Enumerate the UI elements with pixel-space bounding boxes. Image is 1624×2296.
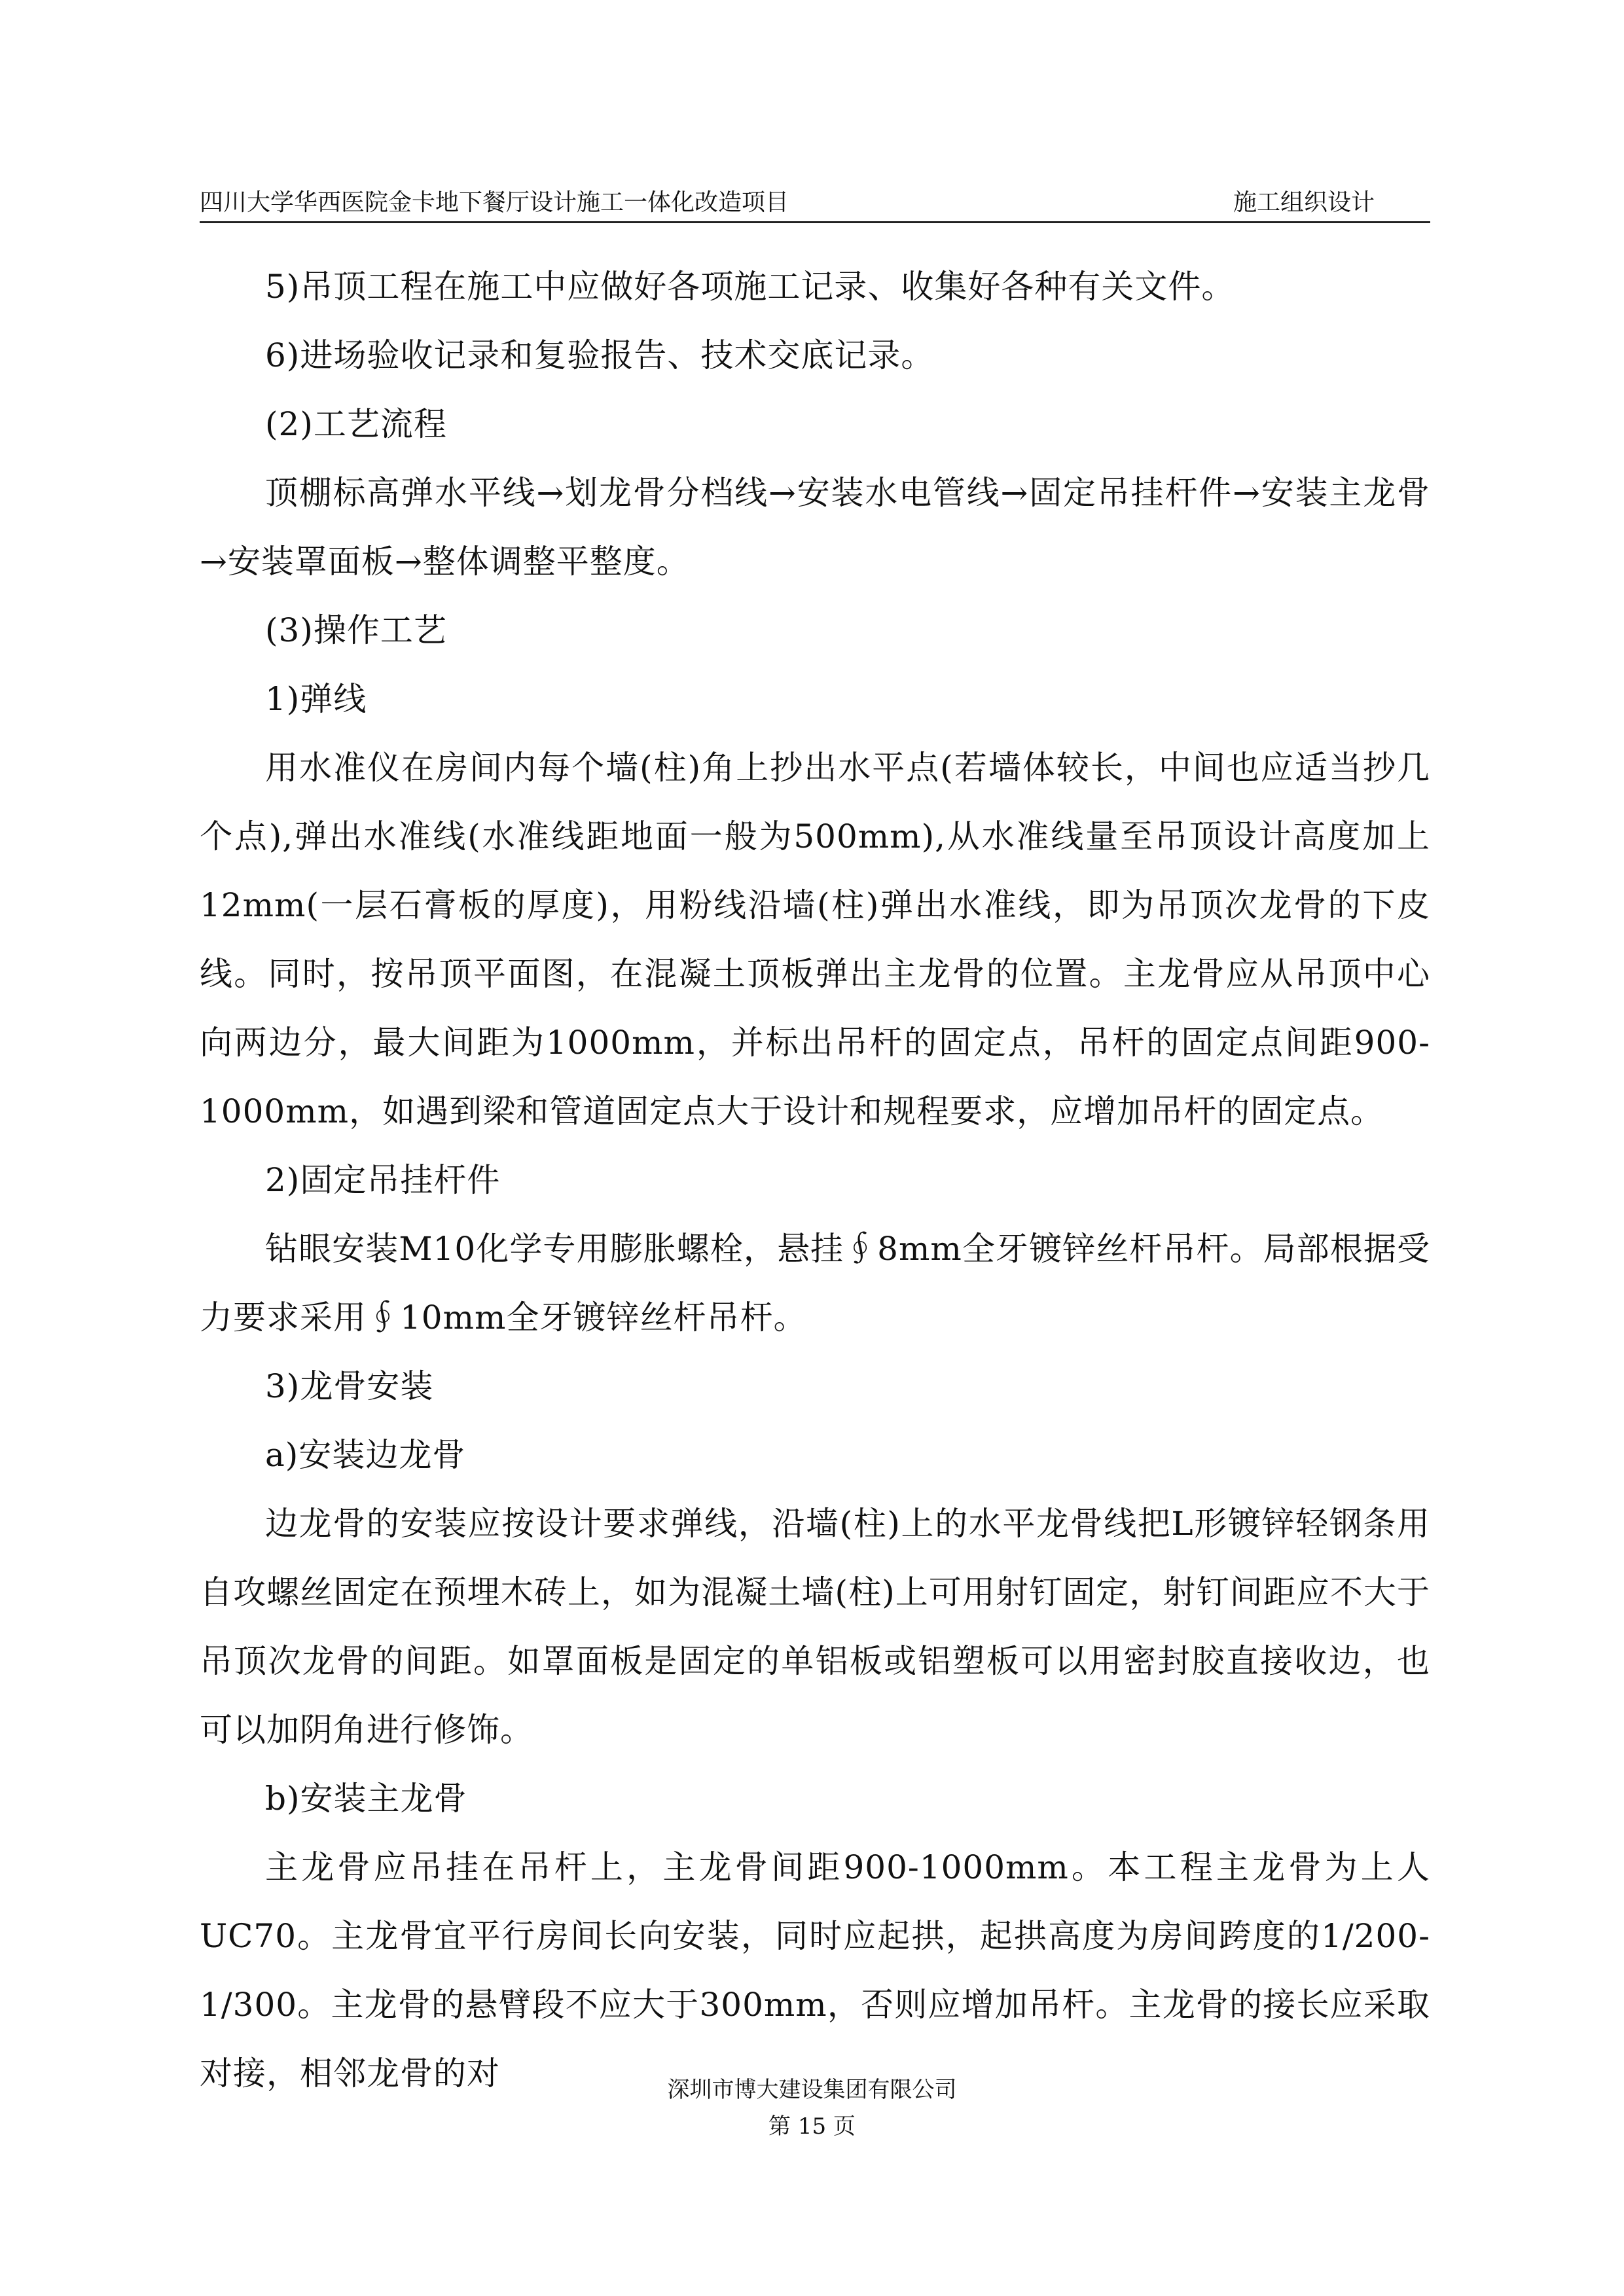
section-heading: (3)操作工艺 [265,611,447,649]
paragraph: 钻眼安装M10化学专用膨胀螺栓，悬挂∮8mm全牙镀锌丝杆吊杆。局部根据受力要求采用∮10mm全牙镀锌丝杆吊杆。 [200,1230,1430,1336]
paragraph: 主龙骨应吊挂在吊杆上，主龙骨间距900-1000mm。本工程主龙骨为上人UC70。主龙骨宜平行房间长向安装，同时应起拱，起拱高度为房间跨度的1/200-1/300。主龙骨的悬臂段不应大于300mm，否则应增加吊杆。主龙骨的接长应采取对接，相邻龙骨的对 [200,1848,1430,2092]
page-header [200,190,1430,223]
paragraph: 5)吊顶工程在施工中应做好各项施工记录、收集好各种有关文件。 [265,268,1235,306]
item-heading: a)安装边龙骨 [265,1436,466,1474]
page-footer [0,2072,1624,2145]
subsection-heading: 3)龙骨安装 [265,1367,434,1405]
subsection-heading: 1)弹线 [265,680,367,718]
paragraph: 边龙骨的安装应按设计要求弹线，沿墙(柱)上的水平龙骨线把L形镀锌轻钢条用自攻螺丝固定在预埋木砖上，如为混凝土墙(柱)上可用射钉固定，射钉间距应不大于吊顶次龙骨的间距。如罩面板是固定的单铝板或铝塑板可以用密封胶直接收边，也可以加阴角进行修饰。 [200,1505,1430,1749]
paragraph: 6)进场验收记录和复验报告、技术交底记录。 [265,336,935,374]
section-heading: (2)工艺流程 [265,405,447,443]
document-body [200,253,1430,2108]
subsection-heading: 2)固定吊挂杆件 [265,1161,501,1199]
paragraph: 用水准仪在房间内每个墙(柱)角上抄出水平点(若墙体较长，中间也应适当抄几个点),弹出水准线(水准线距地面一般为500mm),从水准线量至吊顶设计高度加上12mm(一层石膏板的厚度)，用粉线沿墙(柱)弹出水准线，即为吊顶次龙骨的下皮线。同时，按吊顶平面图，在混凝土顶板弹出主龙骨的位置。主龙骨应从吊顶中心向两边分，最大间距为1000mm，并标出吊杆的固定点，吊杆的固定点间距900-1000mm，如遇到梁和管道固定点大于设计和规程要求，应增加吊杆的固定点。 [200,749,1430,1130]
paragraph: 顶棚标高弹水平线→划龙骨分档线→安装水电管线→固定吊挂杆件→安装主龙骨→安装罩面板→整体调整平整度。 [200,474,1430,581]
item-heading: b)安装主龙骨 [265,1780,467,1818]
company-name: 深圳市博大建设集团有限公司 [667,2077,957,2103]
document-type: 施工组织设计 [1233,189,1375,216]
project-title: 四川大学华西医院金卡地下餐厅设计施工一体化改造项目 [200,189,789,216]
page-number: 第 15 页 [768,2113,856,2140]
